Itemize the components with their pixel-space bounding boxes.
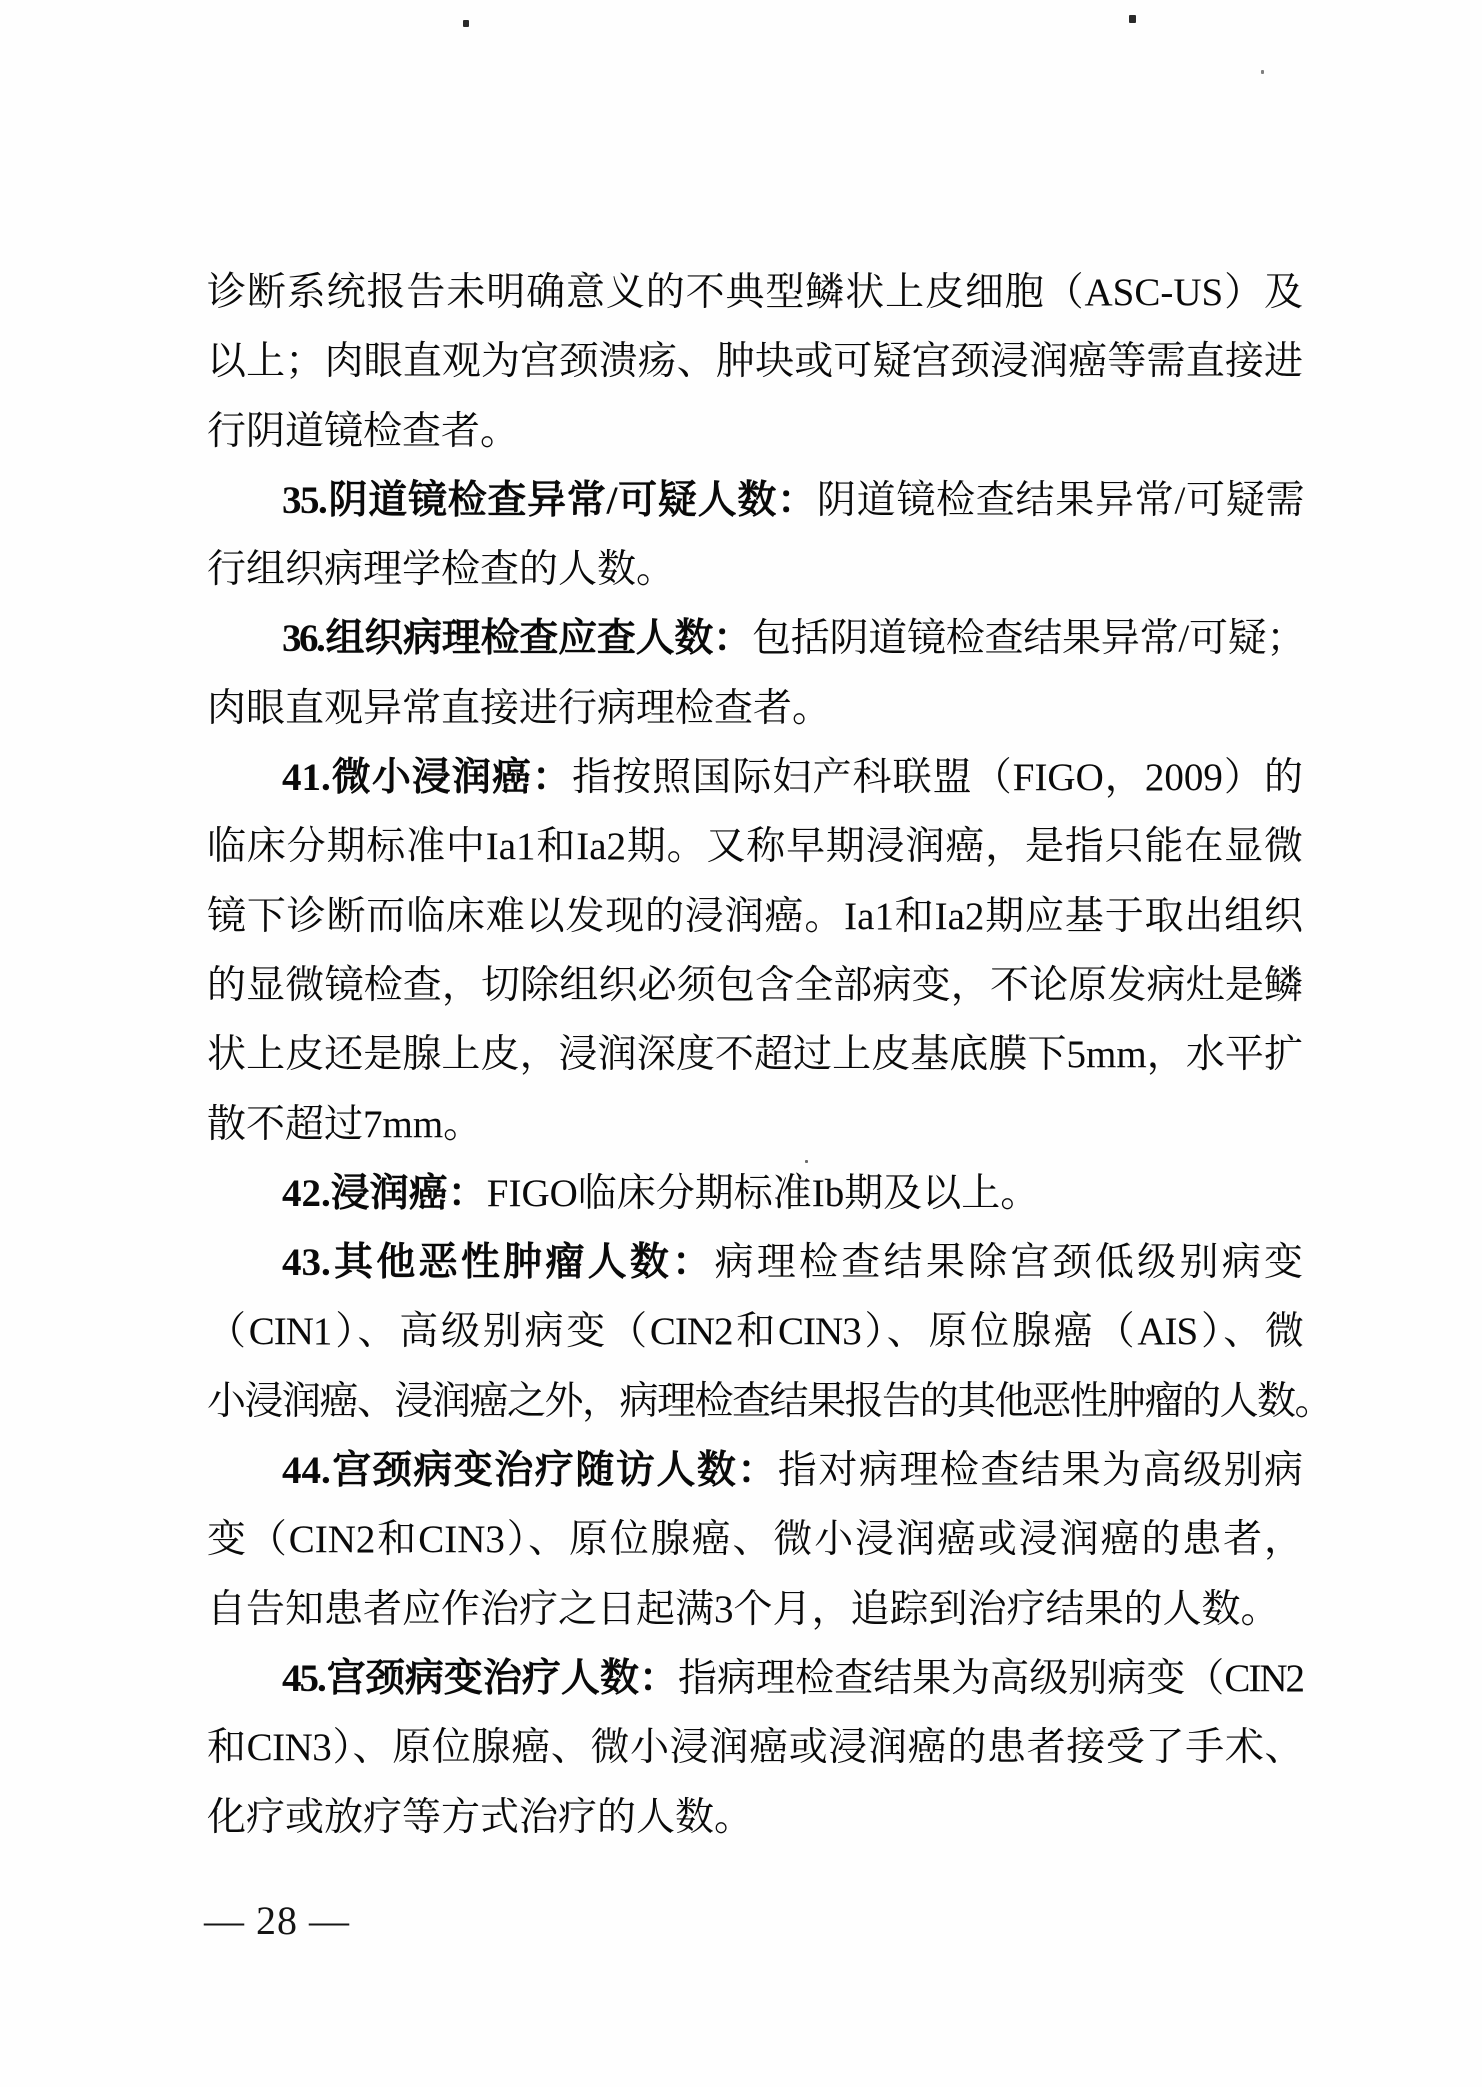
body-text: 指病理检查结果为高级别病变（CIN2: [678, 1656, 1303, 1700]
text-line: [207, 1159, 1303, 1228]
text-line: [207, 674, 1303, 743]
text-line: [207, 1020, 1303, 1089]
text-line: [207, 1575, 1303, 1644]
text-line: [207, 951, 1303, 1020]
term-label: 41.微小浸润癌：: [282, 756, 573, 800]
term-label: 45.宫颈病变治疗人数：: [282, 1656, 678, 1700]
body-text: 阴道镜检查结果异常/可疑需: [816, 478, 1303, 522]
text-line: [207, 812, 1303, 881]
term-label: 36.组织病理检查应查人数：: [282, 617, 752, 661]
body-text: 指按照国际妇产科联盟（FIGO，2009）的: [572, 756, 1303, 800]
body-text: 自告知患者应作治疗之日起满3个月，追踪到治疗结果的人数。: [207, 1587, 1280, 1631]
body-text: 状上皮还是腺上皮，浸润深度不超过上皮基底膜下5mm，水平扩: [207, 1033, 1303, 1077]
text-line: [207, 1297, 1303, 1366]
text-line: [207, 882, 1303, 951]
body-text: 行组织病理学检查的人数。: [207, 548, 676, 592]
body-text: 指对病理检查结果为高级别病: [777, 1449, 1303, 1493]
scan-artifact-dot: [1261, 70, 1264, 74]
text-line: [207, 1367, 1333, 1436]
body-text: FIGO临床分期标准Ib期及以上。: [486, 1171, 1040, 1215]
scan-artifact-dot: [463, 20, 469, 27]
text-line: [207, 1228, 1303, 1297]
text-line: [207, 1713, 1303, 1782]
scan-artifact-dot: [1129, 15, 1136, 23]
page-number: — 28 —: [204, 1898, 350, 1943]
body-text: 的显微镜检查，切除组织必须包含全部病变，不论原发病灶是鳞: [207, 963, 1303, 1007]
body-text: 行阴道镜检查者。: [207, 409, 520, 453]
body-text: 变（CIN2和CIN3）、原位腺癌、微小浸润癌或浸润癌的患者，: [207, 1518, 1303, 1562]
body-text: （CIN1）、高级别病变（CIN2和CIN3）、原位腺癌（AIS）、微: [207, 1310, 1303, 1354]
text-line: [207, 1644, 1303, 1713]
body-text: 临床分期标准中Ia1和Ia2期。又称早期浸润癌，是指只能在显微: [207, 825, 1303, 869]
body-text: 诊断系统报告未明确意义的不典型鳞状上皮细胞（ASC-US）及: [207, 271, 1303, 314]
body-text: 以上；肉眼直观为宫颈溃疡、肿块或可疑宫颈浸润癌等需直接进: [207, 340, 1303, 384]
text-line: [207, 535, 1303, 604]
body-text: 包括阴道镜检查结果异常/可疑；: [751, 617, 1303, 661]
term-label: 42.浸润癌：: [282, 1171, 487, 1215]
body-text: 病理检查结果除宫颈低级别病变: [714, 1241, 1303, 1285]
text-line: [207, 604, 1303, 673]
body-text: 小浸润癌、浸润癌之外，病理检查结果报告的其他恶性肿瘤的人数。: [207, 1379, 1333, 1423]
text-line: [207, 1505, 1303, 1574]
body-text: 镜下诊断而临床难以发现的浸润癌。Ia1和Ia2期应基于取出组织: [207, 894, 1303, 938]
text-line: [207, 743, 1303, 812]
text-line: [207, 1783, 1303, 1852]
body-text: 化疗或放疗等方式治疗的人数。: [207, 1795, 754, 1839]
text-line: [207, 327, 1303, 396]
text-line: [207, 1090, 1303, 1159]
term-label: 44.宫颈病变治疗随访人数：: [282, 1449, 778, 1493]
body-text: 和CIN3）、原位腺癌、微小浸润癌或浸润癌的患者接受了手术、: [207, 1726, 1303, 1770]
body-text: 散不超过7mm。: [207, 1102, 483, 1146]
text-line: [207, 397, 1303, 466]
text-line: [207, 1436, 1303, 1505]
body-text: 肉眼直观异常直接进行病理检查者。: [207, 686, 832, 730]
text-line: [207, 258, 1303, 327]
term-label: 35.阴道镜检查异常/可疑人数：: [282, 478, 817, 522]
term-label: 43.其他恶性肿瘤人数：: [282, 1241, 715, 1285]
text-line: [207, 466, 1303, 535]
document-text-block: [207, 258, 1333, 1852]
